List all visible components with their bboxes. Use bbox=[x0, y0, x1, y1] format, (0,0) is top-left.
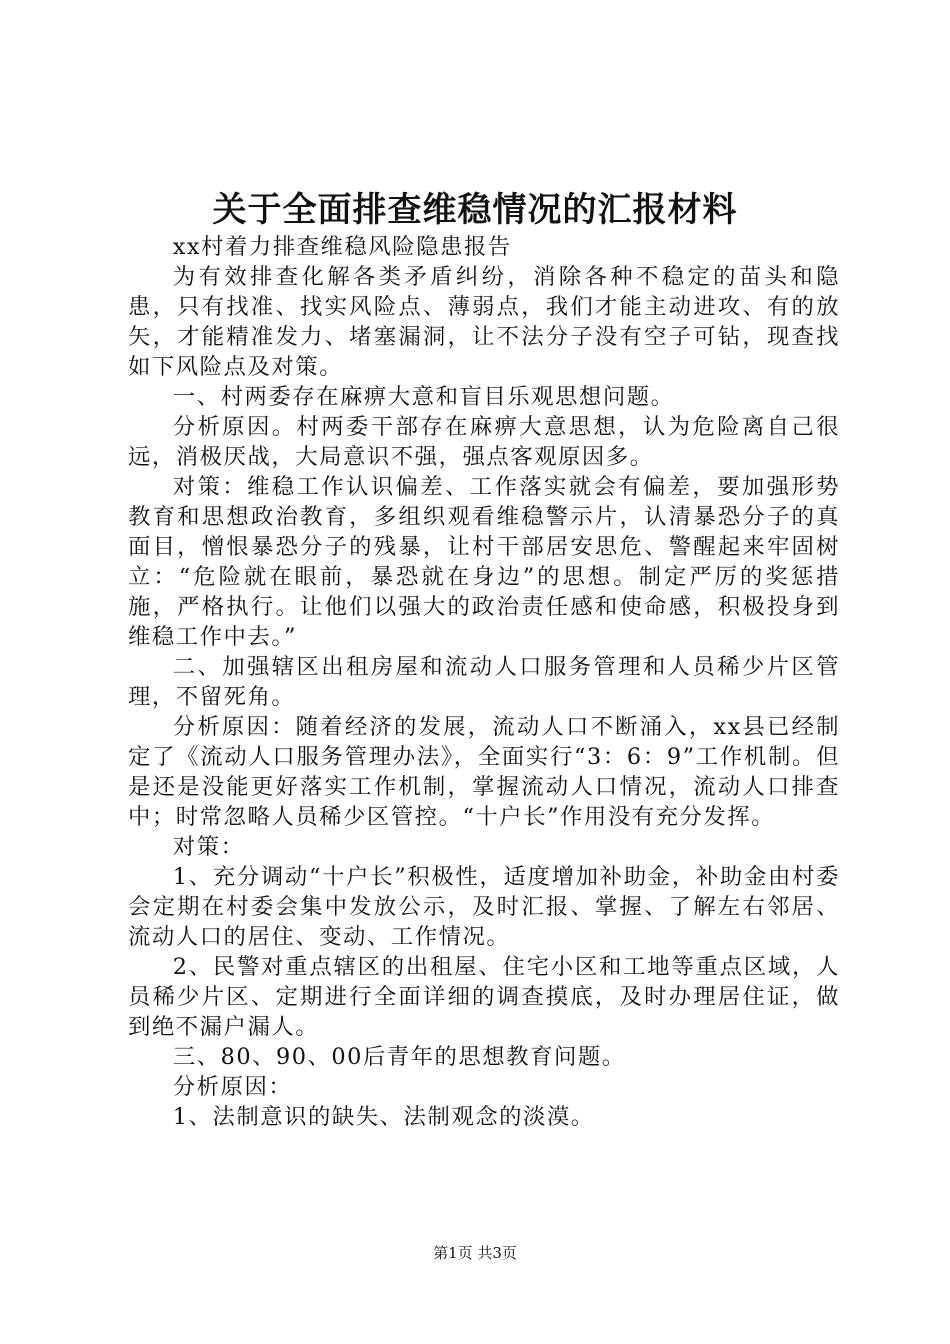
paragraph-section-2-countermeasure-label: 对策： bbox=[172, 834, 245, 860]
paragraph-intro: 为有效排查化解各类矛盾纠纷，消除各种不稳定的苗头和隐患，只有找准、找实风险点、薄弱点，我们才能主动进攻、有的放矢，才能精准发力、堵塞漏洞，让不法分子没有空子可钻，现查找如下风险点及对策。 bbox=[128, 264, 840, 380]
paragraph-section-2-analysis: 分析原因：随着经济的发展，流动人口不断涌入，xx县已经制定了《流动人口服务管理办法》，全面实行“3：6：9”工作机制。但是还是没能更好落实工作机制，掌握流动人口情况，流动人口排查中；时常忽略人员稀少区管控。“十户长”作用没有充分发挥。 bbox=[128, 714, 840, 830]
paragraph-section-2-measure-1: 1、充分调动“十户长”积极性，适度增加补助金，补助金由村委会定期在村委会集中发放公示，及时汇报、掌握、了解左右邻居、流动人口的居住、变动、工作情况。 bbox=[128, 864, 840, 950]
paragraph-section-1-analysis: 分析原因。村两委干部存在麻痹大意思想，认为危险离自己很远，消极厌战，大局意识不强，强点客观原因多。 bbox=[128, 414, 840, 470]
paragraph-report-heading: xx村着力排查维稳风险隐患报告 bbox=[172, 234, 512, 260]
paragraph-section-1-heading: 一、村两委存在麻痹大意和盲目乐观思想问题。 bbox=[172, 384, 675, 410]
paragraph-section-2-measure-2: 2、民警对重点辖区的出租屋、住宅小区和工地等重点区域，人员稀少片区、定期进行全面详细的调查摸底，及时办理居住证，做到绝不漏户漏人。 bbox=[128, 954, 840, 1040]
document-title: 关于全面排查维稳情况的汇报材料 bbox=[212, 190, 738, 230]
paragraph-section-3-analysis-label: 分析原因： bbox=[172, 1074, 293, 1100]
paragraph-section-3-reason-1: 1、法制意识的缺失、法制观念的淡漠。 bbox=[172, 1104, 595, 1130]
page-footer: 第1页 共3页 bbox=[433, 1244, 517, 1262]
paragraph-section-2-heading: 二、加强辖区出租房屋和流动人口服务管理和人员稀少片区管理，不留死角。 bbox=[128, 654, 840, 710]
document-body bbox=[128, 232, 840, 1132]
paragraph-section-1-countermeasure: 对策：维稳工作认识偏差、工作落实就会有偏差，要加强形势教育和思想政治教育，多组织观看维稳警示片，认清暴恐分子的真面目，憎恨暴恐分子的残暴，让村干部居安思危、警醒起来牢固树立：“危险就在眼前，暴恐就在身边”的思想。制定严厉的奖惩措施，严格执行。让他们以强大的政治责任感和使命感，积极投身到维稳工作中去。” bbox=[128, 474, 840, 650]
paragraph-section-3-heading: 三、80、90、00后青年的思想教育问题。 bbox=[172, 1044, 626, 1070]
